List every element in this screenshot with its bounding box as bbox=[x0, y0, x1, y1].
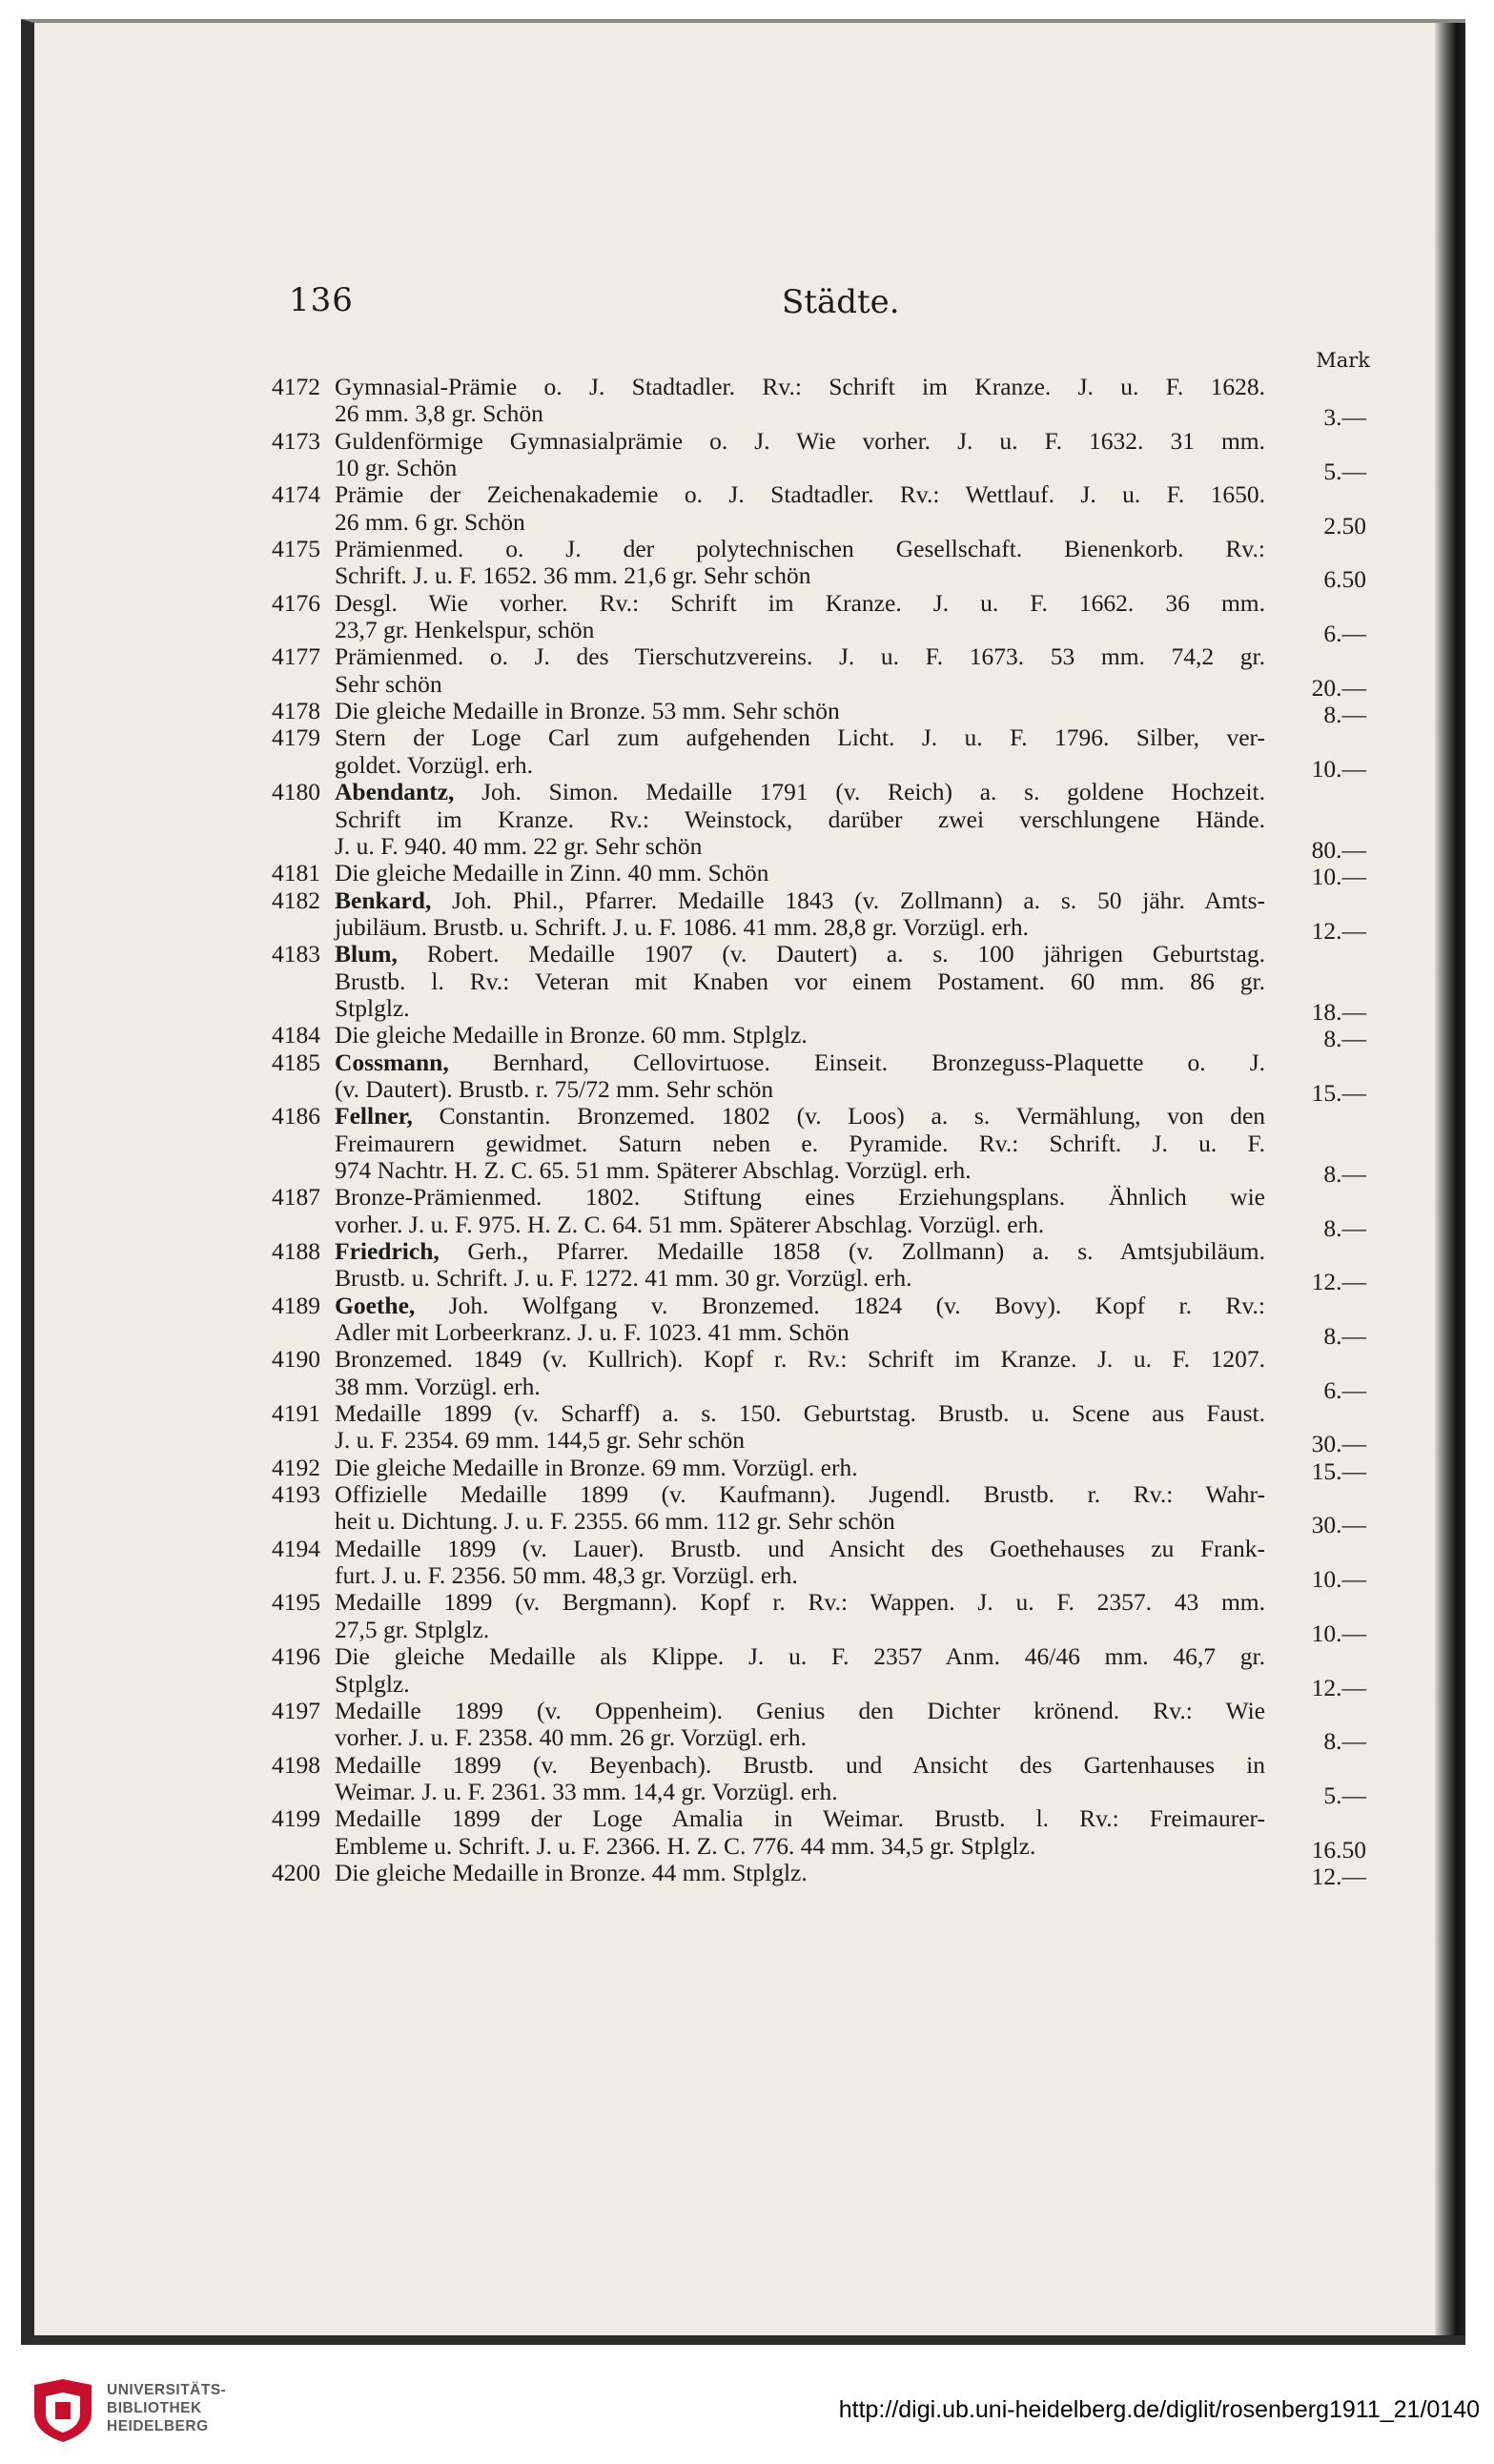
entry-number: 4182 bbox=[272, 886, 320, 914]
entry-line bbox=[335, 1022, 1265, 1049]
catalog-entry bbox=[272, 1453, 1378, 1485]
entry-price: 8.— bbox=[1323, 1159, 1366, 1188]
catalog-entry bbox=[272, 1102, 1378, 1188]
entry-line bbox=[335, 509, 1265, 536]
entry-description: furt. J. u. F. 2356. 50 mm. 48,3 gr. Vorzügl. erh. bbox=[335, 1561, 798, 1590]
entry-description: (v. Dautert). Brustb. r. 75/72 mm. Sehr schön bbox=[335, 1074, 774, 1103]
entry-line bbox=[335, 1103, 1265, 1130]
entry-description: Medaille 1899 (v. Lauer). Brustb. und Ansicht des Goethehauses zu Frank- bbox=[335, 1534, 1265, 1562]
entry-number: 4181 bbox=[272, 859, 320, 887]
catalog-entries bbox=[272, 373, 1378, 1890]
catalog-entry bbox=[272, 1858, 1378, 1890]
catalog-entry bbox=[272, 723, 1378, 783]
entry-description: Sehr schön bbox=[335, 669, 442, 698]
entry-description: 27,5 gr. Stplglz. bbox=[335, 1615, 490, 1643]
entry-description: 26 mm. 3,8 gr. Schön bbox=[335, 399, 543, 428]
entry-number: 4199 bbox=[272, 1804, 320, 1833]
entry-number: 4179 bbox=[272, 723, 320, 752]
entry-person-name: Benkard, bbox=[335, 886, 432, 914]
entry-price: 5.— bbox=[1323, 458, 1366, 486]
entry-description: Die gleiche Medaille als Klippe. J. u. F. 2357 Anm. 46/46 mm. 46,7 gr. bbox=[335, 1642, 1265, 1671]
entry-description: J. u. F. 2354. 69 mm. 144,5 gr. Sehr schön bbox=[335, 1426, 746, 1455]
entry-price: 80.— bbox=[1311, 835, 1366, 864]
entry-number: 4192 bbox=[272, 1453, 320, 1481]
entry-line bbox=[335, 1752, 1265, 1779]
entry-description: Joh. Phil., Pfarrer. Medaille 1843 (v. Zollmann) a. s. 50 jähr. Amts- bbox=[452, 886, 1266, 914]
entry-number: 4197 bbox=[272, 1696, 320, 1724]
entry-line bbox=[335, 562, 1265, 589]
entry-price: 15.— bbox=[1311, 1078, 1366, 1107]
entry-description: Joh. Simon. Medaille 1791 (v. Reich) a. s. goldene Hochzeit. bbox=[481, 778, 1266, 806]
entry-number: 4196 bbox=[272, 1642, 320, 1671]
catalog-entry bbox=[272, 778, 1378, 864]
entry-line bbox=[335, 1212, 1265, 1238]
entry-number: 4184 bbox=[272, 1021, 320, 1049]
entry-number: 4187 bbox=[272, 1183, 320, 1212]
entry-line bbox=[335, 1130, 1265, 1157]
entry-description: vorher. J. u. F. 975. H. Z. C. 64. 51 mm. Späterer Abschlag. Vorzügl. erh. bbox=[335, 1210, 1045, 1238]
catalog-entry bbox=[272, 373, 1378, 432]
entry-line bbox=[335, 1455, 1265, 1481]
entry-description: Bernhard, Cellovirtuose. Einseit. Bronzeguss-Plaquette o. J. bbox=[492, 1048, 1266, 1076]
entry-line bbox=[335, 1562, 1265, 1589]
entry-number: 4190 bbox=[272, 1345, 320, 1374]
entry-number: 4177 bbox=[272, 642, 320, 671]
catalog-entry bbox=[272, 940, 1378, 1026]
entry-price: 10.— bbox=[1311, 1619, 1366, 1647]
catalog-entry bbox=[272, 1804, 1378, 1863]
entry-description: Medaille 1899 der Loge Amalia in Weimar. Brustb. l. Rv.: Freimaurer- bbox=[335, 1804, 1265, 1833]
entry-number: 4174 bbox=[272, 480, 320, 509]
entry-price: 15.— bbox=[1311, 1456, 1366, 1485]
entry-line bbox=[335, 1076, 1265, 1103]
entry-line bbox=[335, 1293, 1265, 1319]
entry-description: Stern der Loge Carl zum aufgehenden Licht. J. u. F. 1796. Silber, ver- bbox=[335, 723, 1265, 752]
entry-line bbox=[335, 1238, 1265, 1265]
entry-person-name: Friedrich, bbox=[335, 1237, 440, 1265]
entry-description: vorher. J. u. F. 2358. 40 mm. 26 gr. Vorzügl. erh. bbox=[335, 1723, 807, 1752]
entry-number: 4172 bbox=[272, 373, 320, 400]
entry-description: 23,7 gr. Henkelspur, schön bbox=[335, 616, 595, 644]
entry-price: 18.— bbox=[1311, 997, 1366, 1026]
entry-line bbox=[335, 400, 1265, 427]
entry-person-name: Blum, bbox=[335, 940, 398, 968]
entry-description: Die gleiche Medaille in Bronze. 69 mm. Vorzügl. erh. bbox=[335, 1453, 858, 1481]
catalog-entry bbox=[272, 1291, 1378, 1351]
entry-line bbox=[335, 887, 1265, 914]
entry-line bbox=[335, 1374, 1265, 1400]
entry-line bbox=[335, 590, 1265, 617]
entry-number: 4186 bbox=[272, 1102, 320, 1130]
logo-line: UNIVERSITÄTS- bbox=[107, 2382, 227, 2398]
entry-line bbox=[335, 617, 1265, 643]
entry-line bbox=[335, 941, 1265, 967]
entry-line bbox=[335, 698, 1265, 724]
entry-number: 4200 bbox=[272, 1858, 320, 1886]
entry-price: 16.50 bbox=[1311, 1835, 1366, 1863]
entry-description: Medaille 1899 (v. Scharff) a. s. 150. Geburtstag. Brustb. u. Scene aus Faust. bbox=[335, 1399, 1265, 1428]
entry-line bbox=[335, 1508, 1265, 1535]
entry-description: jubiläum. Brustb. u. Schrift. J. u. F. 1086. 41 mm. 28,8 gr. Vorzügl. erh. bbox=[335, 912, 1030, 941]
entry-price: 8.— bbox=[1323, 1727, 1366, 1756]
entry-price: 12.— bbox=[1311, 1268, 1366, 1296]
entry-line bbox=[335, 752, 1265, 779]
catalog-entry bbox=[272, 588, 1378, 648]
entry-line bbox=[335, 806, 1265, 833]
catalog-entry bbox=[272, 535, 1378, 594]
entry-description: Freimaurern gewidmet. Saturn neben e. Pyramide. Rv.: Schrift. J. u. F. bbox=[335, 1129, 1265, 1157]
entry-line bbox=[335, 914, 1265, 941]
entry-price: 30.— bbox=[1311, 1511, 1366, 1539]
entry-number: 4183 bbox=[272, 940, 320, 968]
entry-line bbox=[335, 1617, 1265, 1643]
library-logo-text bbox=[107, 2381, 226, 2435]
entry-number: 4198 bbox=[272, 1750, 320, 1779]
entry-description: Weimar. J. u. F. 2361. 33 mm. 14,4 gr. Vorzügl. erh. bbox=[335, 1777, 838, 1805]
entry-line bbox=[335, 724, 1265, 751]
entry-description: Medaille 1899 (v. Beyenbach). Brustb. und Ansicht des Gartenhauses in bbox=[335, 1750, 1265, 1779]
entry-description: 26 mm. 6 gr. Schön bbox=[335, 507, 525, 536]
entry-price: 6.— bbox=[1323, 620, 1366, 648]
entry-description: goldet. Vorzügl. erh. bbox=[335, 750, 533, 779]
logo-line: BIBLIOTHEK bbox=[107, 2400, 202, 2416]
entry-line bbox=[335, 1698, 1265, 1724]
entry-price: 3.— bbox=[1323, 403, 1366, 432]
entry-price: 10.— bbox=[1311, 1565, 1366, 1594]
entry-description: Desgl. Wie vorher. Rv.: Schrift im Kranze. J. u. F. 1662. 36 mm. bbox=[335, 588, 1265, 617]
entry-number: 4195 bbox=[272, 1588, 320, 1617]
entry-line bbox=[335, 1400, 1265, 1427]
catalog-entry bbox=[272, 1480, 1378, 1539]
source-url-link[interactable]: http://digi.ub.uni-heidelberg.de/diglit/rosenberg1911_21/0140 bbox=[838, 2396, 1480, 2423]
entry-price: 10.— bbox=[1311, 754, 1366, 783]
catalog-entry bbox=[272, 859, 1378, 891]
entry-number: 4188 bbox=[272, 1237, 320, 1265]
entry-line bbox=[335, 643, 1265, 670]
catalog-entry bbox=[272, 1345, 1378, 1404]
entry-description: 974 Nachtr. H. Z. C. 65. 51 mm. Späterer Abschlag. Vorzügl. erh. bbox=[335, 1155, 972, 1184]
entry-number: 4180 bbox=[272, 778, 320, 806]
catalog-entry bbox=[272, 1237, 1378, 1296]
entry-price: 8.— bbox=[1323, 701, 1366, 729]
entry-description: Joh. Wolfgang v. Bronzemed. 1824 (v. Bovy). Kopf r. Rv.: bbox=[448, 1291, 1266, 1319]
catalog-entry bbox=[272, 1183, 1378, 1242]
entry-price: 10.— bbox=[1311, 863, 1366, 891]
catalog-entry bbox=[272, 1750, 1378, 1809]
entry-number: 4178 bbox=[272, 697, 320, 725]
entry-price: 2.50 bbox=[1323, 511, 1366, 540]
catalog-entry bbox=[272, 480, 1378, 540]
entry-number: 4193 bbox=[272, 1480, 320, 1509]
entry-price: 30.— bbox=[1311, 1430, 1366, 1458]
entry-line bbox=[335, 1643, 1265, 1670]
entry-price: 5.— bbox=[1323, 1781, 1366, 1809]
catalog-entry bbox=[272, 642, 1378, 702]
entry-number: 4175 bbox=[272, 535, 320, 563]
entry-description: Robert. Medaille 1907 (v. Dautert) a. s. 100 jährigen Geburtstag. bbox=[426, 940, 1265, 968]
entry-line bbox=[335, 1805, 1265, 1832]
entry-person-name: Fellner, bbox=[335, 1102, 413, 1130]
page-number: 136 bbox=[289, 281, 354, 319]
catalog-entry bbox=[272, 1696, 1378, 1756]
logo-line: HEIDELBERG bbox=[107, 2418, 209, 2434]
entry-line bbox=[335, 455, 1265, 481]
entry-line bbox=[335, 1481, 1265, 1508]
catalog-entry bbox=[272, 426, 1378, 486]
entry-price: 12.— bbox=[1311, 1862, 1366, 1890]
entry-person-name: Goethe, bbox=[335, 1291, 416, 1319]
library-logo-icon bbox=[29, 2375, 97, 2444]
entry-price: 6.— bbox=[1323, 1375, 1366, 1404]
catalog-entry bbox=[272, 1048, 1378, 1107]
entry-description: Die gleiche Medaille in Bronze. 53 mm. Sehr schön bbox=[335, 697, 840, 725]
entry-price: 8.— bbox=[1323, 1213, 1366, 1242]
entry-description: Prämienmed. o. J. des Tierschutzvereins. J. u. F. 1673. 53 mm. 74,2 gr. bbox=[335, 642, 1265, 671]
entry-description: Adler mit Lorbeerkranz. J. u. F. 1023. 41 mm. Schön bbox=[335, 1318, 849, 1347]
entry-description: Medaille 1899 (v. Bergmann). Kopf r. Rv.: Wappen. J. u. F. 2357. 43 mm. bbox=[335, 1588, 1265, 1617]
entry-person-name: Abendantz, bbox=[335, 778, 455, 806]
entry-line bbox=[335, 1319, 1265, 1346]
entry-description: Prämie der Zeichenakademie o. J. Stadtadler. Rv.: Wettlauf. J. u. F. 1650. bbox=[335, 480, 1265, 509]
entry-line bbox=[335, 1860, 1265, 1886]
entry-line bbox=[335, 671, 1265, 698]
entry-line bbox=[335, 1265, 1265, 1292]
catalog-entry bbox=[272, 1642, 1378, 1701]
entry-line bbox=[335, 428, 1265, 455]
catalog-entry bbox=[272, 1399, 1378, 1458]
entry-line bbox=[335, 1779, 1265, 1805]
entry-price: 20.— bbox=[1311, 673, 1366, 702]
entry-description: Stplglz. bbox=[335, 993, 410, 1022]
entry-line bbox=[335, 1833, 1265, 1860]
entry-line bbox=[335, 1157, 1265, 1184]
entry-number: 4173 bbox=[272, 426, 320, 455]
entry-price: 8.— bbox=[1323, 1025, 1366, 1053]
entry-description: Brustb. u. Schrift. J. u. F. 1272. 41 mm. 30 gr. Vorzügl. erh. bbox=[335, 1264, 912, 1293]
entry-line bbox=[335, 1536, 1265, 1562]
entry-description: Bronzemed. 1849 (v. Kullrich). Kopf r. Rv.: Schrift im Kranze. J. u. F. 1207. bbox=[335, 1345, 1265, 1374]
entry-description: Schrift im Kranze. Rv.: Weinstock, darüber zwei verschlungene Hände. bbox=[335, 804, 1265, 833]
entry-description: Constantin. Bronzemed. 1802 (v. Loos) a. s. Vermählung, von den bbox=[439, 1102, 1266, 1130]
entry-description: Prämienmed. o. J. der polytechnischen Gesellschaft. Bienenkorb. Rv.: bbox=[335, 535, 1265, 563]
entry-line bbox=[335, 779, 1265, 805]
catalog-entry bbox=[272, 1021, 1378, 1053]
entry-line bbox=[335, 374, 1265, 400]
entry-number: 4194 bbox=[272, 1534, 320, 1562]
entry-line bbox=[335, 1724, 1265, 1751]
entry-line bbox=[335, 481, 1265, 508]
entry-description: Die gleiche Medaille in Zinn. 40 mm. Schön bbox=[335, 859, 769, 887]
entry-line bbox=[335, 1671, 1265, 1698]
entry-line bbox=[335, 968, 1265, 995]
entry-description: Bronze-Prämienmed. 1802. Stiftung eines Erziehungsplans. Ähnlich wie bbox=[335, 1183, 1265, 1212]
entry-description: 38 mm. Vorzügl. erh. bbox=[335, 1372, 541, 1400]
entry-number: 4189 bbox=[272, 1291, 320, 1319]
entry-description: Die gleiche Medaille in Bronze. 60 mm. Stplglz. bbox=[335, 1021, 808, 1049]
catalog-entry bbox=[272, 886, 1378, 945]
entry-description: J. u. F. 940. 40 mm. 22 gr. Sehr schön bbox=[335, 831, 703, 860]
entry-number: 4176 bbox=[272, 588, 320, 617]
entry-line bbox=[335, 860, 1265, 886]
entry-person-name: Cossmann, bbox=[335, 1048, 449, 1076]
entry-description: Schrift. J. u. F. 1652. 36 mm. 21,6 gr. Sehr schön bbox=[335, 561, 811, 590]
page-title: Städte. bbox=[782, 283, 900, 321]
entry-description: Guldenförmige Gymnasialprämie o. J. Wie vorher. J. u. F. 1632. 31 mm. bbox=[335, 426, 1265, 455]
entry-description: Gymnasial-Prämie o. J. Stadtadler. Rv.: Schrift im Kranze. J. u. F. 1628. bbox=[335, 373, 1265, 400]
entry-description: Embleme u. Schrift. J. u. F. 2366. H. Z. C. 776. 44 mm. 34,5 gr. Stplglz. bbox=[335, 1831, 1036, 1860]
catalog-entry bbox=[272, 1588, 1378, 1647]
price-column-header: Mark bbox=[1316, 349, 1370, 372]
entry-line bbox=[335, 1346, 1265, 1373]
entry-price: 6.50 bbox=[1323, 565, 1366, 594]
entry-description: Gerh., Pfarrer. Medaille 1858 (v. Zollmann) a. s. Amtsjubiläum. bbox=[467, 1237, 1266, 1265]
entry-line bbox=[335, 1427, 1265, 1454]
entry-line bbox=[335, 1184, 1265, 1211]
catalog-entry bbox=[272, 697, 1378, 729]
catalog-entry bbox=[272, 1534, 1378, 1594]
entry-number: 4185 bbox=[272, 1048, 320, 1076]
entry-price: 8.— bbox=[1323, 1322, 1366, 1351]
entry-description: 10 gr. Schön bbox=[335, 454, 458, 482]
entry-line bbox=[335, 1049, 1265, 1076]
entry-line bbox=[335, 995, 1265, 1022]
entry-description: heit u. Dichtung. J. u. F. 2355. 66 mm. 112 gr. Sehr schön bbox=[335, 1507, 895, 1536]
entry-line bbox=[335, 1589, 1265, 1616]
entry-number: 4191 bbox=[272, 1399, 320, 1428]
entry-line bbox=[335, 536, 1265, 562]
entry-price: 12.— bbox=[1311, 916, 1366, 945]
entry-description: Brustb. l. Rv.: Veteran mit Knaben vor einem Postament. 60 mm. 86 gr. bbox=[335, 967, 1265, 995]
entry-description: Stplglz. bbox=[335, 1669, 410, 1698]
entry-description: Medaille 1899 (v. Oppenheim). Genius den Dichter krönend. Rv.: Wie bbox=[335, 1696, 1265, 1724]
entry-description: Offizielle Medaille 1899 (v. Kaufmann). Jugendl. Brustb. r. Rv.: Wahr- bbox=[335, 1480, 1265, 1509]
entry-price: 12.— bbox=[1311, 1673, 1366, 1701]
entry-description: Die gleiche Medaille in Bronze. 44 mm. Stplglz. bbox=[335, 1858, 808, 1886]
entry-line bbox=[335, 833, 1265, 860]
